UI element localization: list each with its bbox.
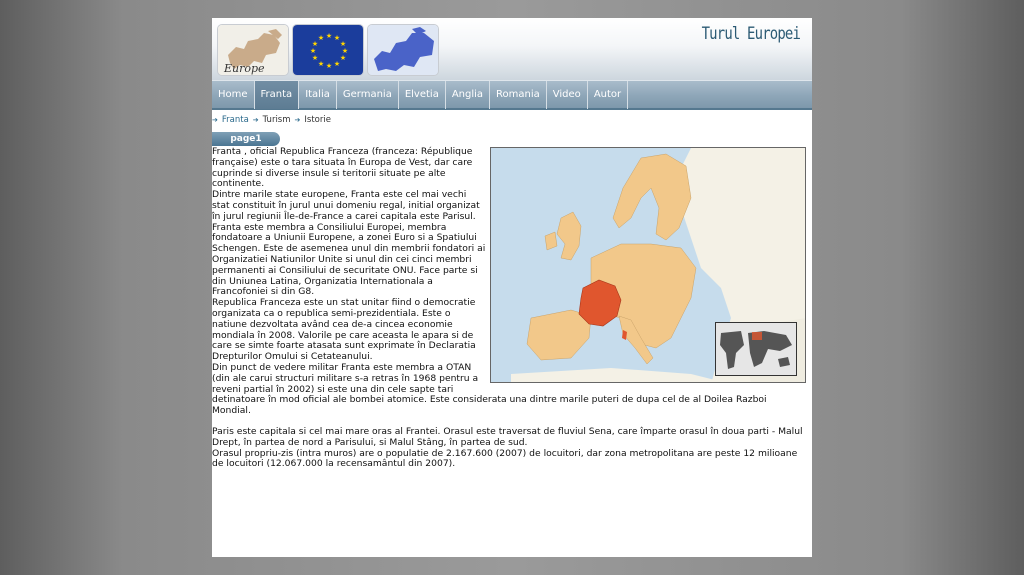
nav-romania[interactable]: Romania (490, 81, 547, 109)
svg-text:★: ★ (341, 47, 349, 55)
europe-map-logo-icon[interactable] (217, 24, 289, 76)
svg-text:★: ★ (309, 47, 317, 55)
paragraph-5: Paris este capitala si cel mai mare oras al Frantei. Orasul este traversat de fluviul Sena, care împarte orasul în doua parti - Malul Drept, în partea de nord a Parisului, si Malul Stâng, în partea de sud. (212, 425, 803, 448)
nav-italia[interactable]: Italia (299, 81, 337, 109)
nav-home[interactable]: Home (212, 81, 255, 109)
breadcrumb-turism[interactable]: Turism (262, 115, 291, 125)
svg-text:★: ★ (325, 32, 333, 40)
main-nav (212, 80, 812, 110)
breadcrumb (212, 115, 331, 125)
paragraph-4: Din punct de vedere militar Franta este membra a OTAN (din ale carui structuri militare s-a retras în 1968 pentru a reveni partial în 2002) si este una din cele sapte tari detinatoare în mod oficial ale bombei atomice. Este considerata una dintre marile puteri de dupa cel de al Doilea Razboi Mondial. (212, 361, 767, 417)
header (212, 18, 812, 80)
svg-text:★: ★ (311, 40, 319, 48)
paragraph-2: Dintre marile state europene, Franta este cel mai vechi stat constituit în jurul unui domeniu regal, initial organizat în jurul regiunii Île-de-France a carei capitala este Parisul. Franta este membra a Consiliului Europei, membra fondatoare a Uniunii Europene, a zonei Euro si a Spatiului Schengen. Este de asemenea unul din membrii fondatori ai Organizatiei Natiunilor Unite si unul din cei cinci membri permanenti ai Consiliului de securitate ONU. Face parte si din Uniunea Latina, Organizatia Internationala a Francofoniei si din G8. (212, 189, 486, 298)
svg-text:★: ★ (339, 40, 347, 48)
svg-text:★: ★ (311, 54, 319, 62)
paragraph-1: Franta , oficial Republica Franceza (franceza: République française) este o tara situata în Europa de Vest, dar care cuprinde si diverse insule si teritorii situate pe alte continente. (212, 146, 473, 190)
page-container (212, 18, 812, 557)
breadcrumb-istorie[interactable]: Istorie (304, 115, 331, 125)
nav-video[interactable]: Video (547, 81, 588, 109)
paragraph-6: Orasul propriu-zis (intra muros) are o populatie de 2.167.600 (2007) de locuitori, dar zona metropolitana are peste 12 milioane de locuitori (12.067.000 la recensamântul din 2007). (212, 447, 798, 470)
svg-text:★: ★ (317, 34, 325, 42)
europe-map-france-icon (490, 147, 806, 383)
nav-anglia[interactable]: Anglia (446, 81, 490, 109)
world-inset-map (715, 322, 797, 376)
nav-germania[interactable]: Germania (337, 81, 399, 109)
svg-text:★: ★ (325, 62, 333, 70)
eu-flag-icon[interactable] (292, 24, 364, 76)
arrow-right-icon: ➔ (212, 116, 218, 124)
nav-elvetia[interactable]: Elvetia (399, 81, 446, 109)
nav-franta[interactable]: Franta (255, 81, 300, 109)
article-content (212, 147, 806, 470)
europe-map-blue-icon[interactable] (367, 24, 439, 76)
nav-autor[interactable]: Autor (588, 81, 628, 109)
logo-text: Europe (224, 62, 265, 75)
site-title: Turul Europei (701, 24, 800, 44)
breadcrumb-franta[interactable]: Franta (221, 115, 249, 125)
svg-text:★: ★ (317, 60, 325, 68)
arrow-right-icon: ➔ (252, 116, 259, 124)
svg-text:★: ★ (333, 60, 341, 68)
svg-text:★: ★ (339, 54, 347, 62)
page-tab[interactable]: page1 (212, 132, 280, 146)
paragraph-3: Republica Franceza este un stat unitar fiind o democratie organizata ca o republica semi-prezidentiala. Este o natiune dezvoltata având cea de-a cincea economie mondiala în 2008. Valorile pe care aceasta le apara si de care se simte foarte atasata sunt exprimate în Declaratia Drepturilor Omului si Cetateanului. (212, 297, 476, 363)
arrow-right-icon: ➔ (294, 116, 301, 124)
svg-text:★: ★ (333, 34, 341, 42)
